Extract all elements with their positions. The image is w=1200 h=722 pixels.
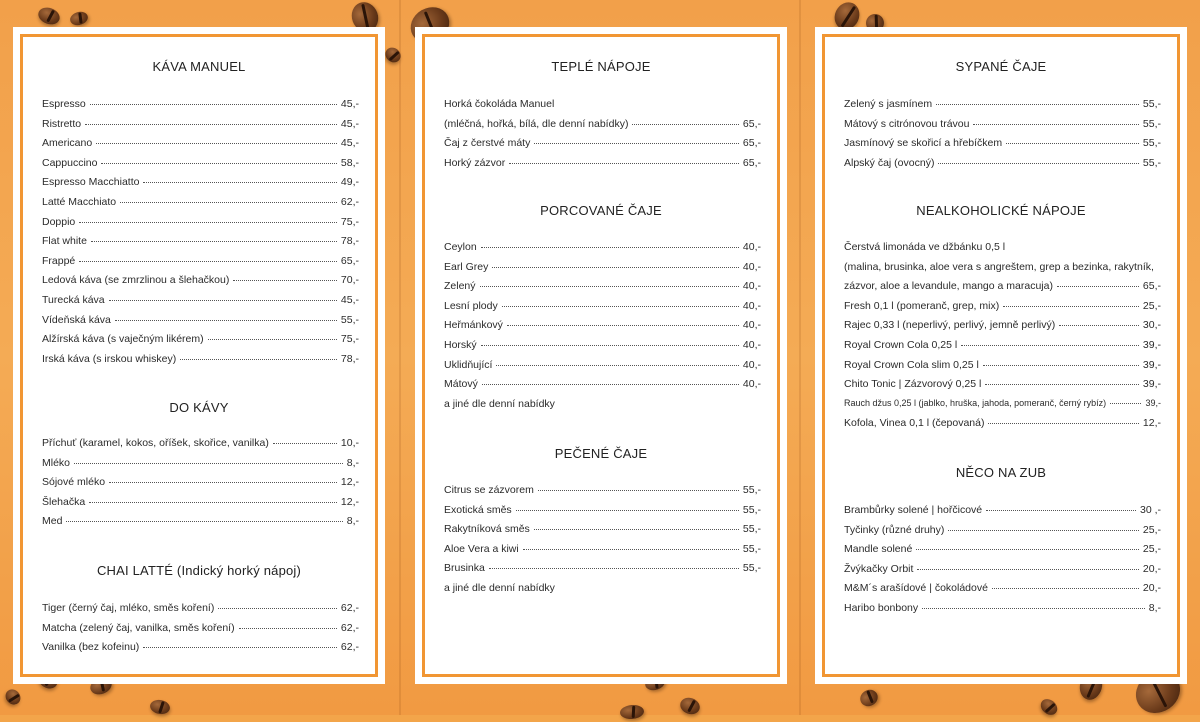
dot-leader bbox=[507, 325, 739, 326]
menu-item-price: 45,- bbox=[340, 117, 359, 130]
menu-item-name: Mátový s citrónovou trávou bbox=[844, 117, 970, 130]
dot-leader bbox=[239, 628, 337, 629]
menu-item-price: 58,- bbox=[340, 156, 359, 169]
menu-item bbox=[42, 602, 359, 616]
menu-item-name: Žvýkačky Orbit bbox=[844, 562, 914, 575]
menu-item-name: Americano bbox=[42, 137, 93, 150]
menu-item-name: Latté Macchiato bbox=[42, 196, 117, 208]
dot-leader bbox=[143, 182, 336, 183]
menu-item-price: 40,- bbox=[742, 319, 761, 332]
menu-item bbox=[844, 417, 1161, 431]
menu-item bbox=[42, 333, 359, 347]
menu-item-price: 75,- bbox=[340, 333, 359, 346]
dot-leader bbox=[922, 608, 1145, 609]
menu-item-name: Turecká káva bbox=[42, 294, 105, 306]
menu-item-name: Cappuccino bbox=[42, 156, 98, 169]
menu-item bbox=[844, 582, 1161, 596]
section-title: KÁVA MANUEL bbox=[152, 59, 246, 74]
dot-leader bbox=[91, 241, 337, 242]
menu-item-price: 39,- bbox=[1142, 378, 1161, 391]
menu-item-price: 12,- bbox=[340, 495, 359, 508]
section-title: PORCOVANÉ ČAJE bbox=[540, 203, 662, 218]
dot-leader bbox=[538, 490, 739, 491]
menu-item-price: 40,- bbox=[742, 299, 761, 312]
dot-leader bbox=[273, 443, 337, 444]
menu-item-name: Haribo bonbony bbox=[844, 602, 919, 614]
menu-item bbox=[844, 563, 1161, 577]
menu-item bbox=[844, 137, 1161, 151]
menu-item-name: Espresso Macchiatto bbox=[42, 176, 140, 189]
menu-item-price: 55,- bbox=[1142, 117, 1161, 130]
dot-leader bbox=[89, 502, 337, 503]
menu-item bbox=[444, 504, 761, 518]
dot-leader bbox=[1057, 286, 1139, 287]
dot-leader bbox=[218, 608, 337, 609]
menu-item bbox=[844, 280, 1161, 294]
menu-item bbox=[42, 274, 359, 288]
menu-item bbox=[42, 98, 359, 112]
dot-leader bbox=[481, 247, 739, 248]
menu-item bbox=[42, 496, 359, 510]
menu-item bbox=[42, 515, 359, 529]
dot-leader bbox=[96, 143, 337, 144]
dot-leader bbox=[180, 359, 337, 360]
menu-item-name: Zelený bbox=[444, 280, 476, 293]
menu-item-name: Ristretto bbox=[42, 117, 82, 130]
dot-leader bbox=[208, 339, 337, 340]
menu-item-name: Jasmínový se skořicí a hřebíčkem bbox=[844, 137, 1003, 150]
menu-item-price: 62,- bbox=[340, 641, 359, 654]
menu-item-name: Zelený s jasmínem bbox=[844, 98, 933, 110]
menu-item bbox=[444, 137, 761, 151]
menu-item-price: 75,- bbox=[340, 215, 359, 228]
menu-item bbox=[844, 398, 1161, 412]
menu-item-name: Alpský čaj (ovocný) bbox=[844, 156, 935, 169]
menu-item-name: Čaj z čerstvé máty bbox=[444, 137, 531, 150]
dot-leader bbox=[79, 222, 337, 223]
menu-item-name: Fresh 0,1 l (pomeranč, grep, mix) bbox=[844, 299, 1000, 312]
dot-leader bbox=[916, 549, 1139, 550]
menu-item-price: 8,- bbox=[346, 515, 359, 528]
menu-item-name: Tiger (černý čaj, mléko, směs koření) bbox=[42, 602, 215, 614]
dot-leader bbox=[480, 286, 739, 287]
menu-item-name: Brusinka bbox=[444, 562, 485, 575]
menu-item bbox=[844, 118, 1161, 132]
menu-item-price: 55,- bbox=[742, 562, 761, 575]
menu-item-price: 30,- bbox=[1142, 319, 1161, 332]
dot-leader bbox=[109, 300, 337, 301]
menu-item bbox=[844, 359, 1161, 373]
menu-item-price: 55,- bbox=[340, 313, 359, 326]
menu-item bbox=[42, 255, 359, 269]
menu-item bbox=[844, 319, 1161, 333]
menu-item-price: 78,- bbox=[340, 352, 359, 365]
menu-item-price: 40,- bbox=[742, 339, 761, 351]
menu-item-price: 40,- bbox=[742, 378, 761, 391]
menu-card-hot-drinks bbox=[422, 34, 780, 677]
dot-leader bbox=[233, 280, 337, 281]
menu-item-name: M&M´s arašídové | čokoládové bbox=[844, 582, 988, 595]
dot-leader bbox=[143, 647, 337, 648]
menu-item-name: (mléčná, hořká, bílá, dle denní nabídky) bbox=[444, 117, 629, 130]
menu-item-name: Earl Grey bbox=[444, 260, 489, 273]
menu-item bbox=[844, 602, 1161, 616]
menu-item bbox=[42, 314, 359, 328]
dot-leader bbox=[79, 261, 337, 262]
menu-item bbox=[844, 543, 1161, 557]
menu-item-name: Uklidňující bbox=[444, 358, 493, 371]
menu-item bbox=[844, 98, 1161, 112]
menu-item bbox=[444, 261, 761, 275]
menu-item-price: 12,- bbox=[340, 476, 359, 489]
menu-item-price: 25,- bbox=[1142, 543, 1161, 556]
menu-item bbox=[42, 176, 359, 190]
dot-leader bbox=[509, 163, 739, 164]
section-title: PEČENÉ ČAJE bbox=[554, 446, 648, 461]
menu-item-name: Rajec 0,33 l (neperlivý, perlivý, jemně perlivý) bbox=[844, 319, 1056, 332]
menu-item-price: 45,- bbox=[340, 294, 359, 306]
dot-leader bbox=[90, 104, 337, 105]
dot-leader bbox=[973, 124, 1138, 125]
menu-item-price: 40,- bbox=[742, 241, 761, 253]
menu-item bbox=[444, 543, 761, 557]
dot-leader bbox=[1110, 403, 1141, 404]
menu-item bbox=[444, 319, 761, 333]
menu-item-price: 40,- bbox=[742, 358, 761, 371]
menu-item-price: 65,- bbox=[340, 254, 359, 267]
menu-card-coffee bbox=[20, 34, 378, 677]
dot-leader bbox=[988, 423, 1138, 424]
menu-item-name: Mléko bbox=[42, 456, 71, 469]
menu-item-name: Exotická směs bbox=[444, 503, 512, 516]
menu-item bbox=[444, 562, 761, 576]
menu-item-price: 8,- bbox=[1148, 602, 1161, 614]
dot-leader bbox=[985, 384, 1139, 385]
menu-item-name: Doppio bbox=[42, 215, 76, 228]
menu-item-price: 70,- bbox=[340, 274, 359, 287]
menu-item-name: Royal Crown Cola 0,25 l bbox=[844, 339, 958, 351]
dot-leader bbox=[1059, 325, 1139, 326]
menu-item-price: 62,- bbox=[340, 602, 359, 614]
menu-item bbox=[444, 378, 761, 392]
dot-leader bbox=[632, 124, 738, 125]
menu-item-name: Ceylon bbox=[444, 241, 477, 253]
menu-item bbox=[42, 457, 359, 471]
dot-leader bbox=[492, 267, 739, 268]
menu-note: a jiné dle denní nabídky bbox=[444, 582, 555, 594]
dot-leader bbox=[917, 569, 1138, 570]
menu-item-price: 8,- bbox=[346, 456, 359, 469]
menu-item-name: Tyčinky (různé druhy) bbox=[844, 523, 945, 536]
menu-note: (malina, brusinka, aloe vera s angreštem, grep a bezinka, rakytník, bbox=[844, 260, 1154, 273]
menu-item-price: 39,- bbox=[1142, 339, 1161, 351]
dot-leader bbox=[482, 384, 739, 385]
menu-note: Horká čokoláda Manuel bbox=[444, 98, 555, 110]
menu-item-price: 30 ,- bbox=[1139, 504, 1161, 516]
section-title: NEALKOHOLICKÉ NÁPOJE bbox=[916, 203, 1086, 218]
menu-item-name: Brambůrky solené | hořčicové bbox=[844, 504, 983, 516]
menu-item-name: Heřmánkový bbox=[444, 319, 503, 332]
menu-item bbox=[444, 280, 761, 294]
menu-item-price: 55,- bbox=[1142, 98, 1161, 110]
menu-item-price: 78,- bbox=[340, 235, 359, 248]
menu-item-price: 12,- bbox=[1142, 417, 1161, 430]
menu-item-name: Flat white bbox=[42, 235, 87, 248]
dot-leader bbox=[496, 365, 738, 366]
menu-item bbox=[444, 157, 761, 171]
dot-leader bbox=[986, 510, 1136, 511]
dot-leader bbox=[534, 529, 739, 530]
menu-item-name: Ledová káva (se zmrzlinou a šlehačkou) bbox=[42, 274, 230, 287]
menu-item-price: 20,- bbox=[1142, 562, 1161, 575]
menu-item bbox=[42, 353, 359, 367]
menu-item-name: Příchuť (karamel, kokos, oříšek, skořice, vanilka) bbox=[42, 437, 269, 449]
coffee-bean-icon bbox=[619, 704, 644, 720]
dot-leader bbox=[481, 345, 739, 346]
dot-leader bbox=[85, 124, 337, 125]
menu-item bbox=[444, 523, 761, 537]
menu-item-price: 55,- bbox=[742, 503, 761, 516]
menu-item-name: Rauch džus 0,25 l (jablko, hruška, jahoda, pomeranč, černý rybíz) bbox=[844, 397, 1107, 408]
menu-item-price: 45,- bbox=[340, 137, 359, 150]
menu-item-price: 55,- bbox=[742, 484, 761, 496]
menu-item-name: Aloe Vera a kiwi bbox=[444, 542, 519, 555]
menu-item-name: Vanilka (bez kofeinu) bbox=[42, 641, 140, 654]
menu-item bbox=[444, 300, 761, 314]
fold-line bbox=[399, 0, 401, 715]
menu-item-name: Šlehačka bbox=[42, 495, 86, 508]
menu-item-name: zázvor, aloe a levandule, mango a maracuja) bbox=[844, 280, 1053, 293]
dot-leader bbox=[120, 202, 337, 203]
dot-leader bbox=[74, 463, 343, 464]
menu-item bbox=[42, 641, 359, 655]
menu-item-name: Alžírská káva (s vaječným likérem) bbox=[42, 333, 204, 346]
menu-item bbox=[42, 196, 359, 210]
menu-item bbox=[42, 476, 359, 490]
menu-item bbox=[844, 339, 1161, 353]
menu-item-price: 65,- bbox=[742, 137, 761, 150]
menu-item-price: 62,- bbox=[340, 196, 359, 208]
menu-item-price: 45,- bbox=[340, 98, 359, 110]
dot-leader bbox=[516, 510, 739, 511]
dot-leader bbox=[1003, 306, 1139, 307]
menu-item bbox=[42, 118, 359, 132]
fold-line bbox=[799, 0, 801, 715]
menu-item-price: 65,- bbox=[742, 117, 761, 130]
menu-item-name: Citrus se zázvorem bbox=[444, 484, 534, 496]
menu-item-name: Irská káva (s irskou whiskey) bbox=[42, 352, 177, 365]
menu-item-name: Kofola, Vinea 0,1 l (čepovaná) bbox=[844, 417, 985, 430]
menu-item-name: Espresso bbox=[42, 98, 86, 110]
menu-item-price: 10,- bbox=[340, 437, 359, 449]
dot-leader bbox=[109, 482, 337, 483]
menu-item-price: 39,- bbox=[1145, 397, 1161, 408]
menu-item bbox=[844, 157, 1161, 171]
menu-item-name: Chito Tonic | Zázvorový 0,25 l bbox=[844, 378, 982, 391]
dot-leader bbox=[489, 568, 739, 569]
menu-note: Čerstvá limonáda ve džbánku 0,5 l bbox=[844, 241, 1006, 253]
menu-item bbox=[444, 118, 761, 132]
menu-item bbox=[444, 241, 761, 255]
dot-leader bbox=[1006, 143, 1139, 144]
menu-item-name: Rakytníková směs bbox=[444, 523, 530, 536]
menu-item-price: 49,- bbox=[340, 176, 359, 189]
menu-item bbox=[42, 216, 359, 230]
menu-item-name: Vídeňská káva bbox=[42, 313, 111, 326]
menu-item-price: 65,- bbox=[742, 156, 761, 169]
menu-item bbox=[844, 378, 1161, 392]
menu-item-name: Med bbox=[42, 515, 63, 528]
section-title: NĚCO NA ZUB bbox=[955, 465, 1047, 480]
menu-item-name: Lesní plody bbox=[444, 299, 498, 312]
menu-item-price: 65,- bbox=[1142, 280, 1161, 293]
section-title: DO KÁVY bbox=[169, 400, 229, 415]
menu-item bbox=[444, 359, 761, 373]
menu-item-name: Mátový bbox=[444, 378, 478, 391]
menu-item bbox=[42, 235, 359, 249]
menu-item-name: Frappé bbox=[42, 254, 76, 267]
menu-item-price: 40,- bbox=[742, 280, 761, 293]
menu-item-price: 20,- bbox=[1142, 582, 1161, 595]
dot-leader bbox=[534, 143, 739, 144]
section-title: TEPLÉ NÁPOJE bbox=[551, 59, 651, 74]
menu-note: a jiné dle denní nabídky bbox=[444, 397, 555, 410]
menu-item-price: 55,- bbox=[1142, 137, 1161, 150]
menu-item-price: 55,- bbox=[742, 542, 761, 555]
menu-item-name: Mandle solené bbox=[844, 543, 913, 556]
menu-item-price: 62,- bbox=[340, 621, 359, 634]
menu-item bbox=[844, 524, 1161, 538]
menu-item bbox=[444, 484, 761, 498]
dot-leader bbox=[101, 163, 336, 164]
menu-card-soft-drinks bbox=[822, 34, 1180, 677]
dot-leader bbox=[948, 530, 1139, 531]
menu-item-price: 55,- bbox=[742, 523, 761, 536]
menu-item-name: Horský bbox=[444, 339, 477, 351]
menu-item-price: 25,- bbox=[1142, 299, 1161, 312]
menu-item bbox=[42, 294, 359, 308]
dot-leader bbox=[115, 320, 337, 321]
menu-item bbox=[444, 339, 761, 353]
dot-leader bbox=[961, 345, 1139, 346]
menu-item bbox=[42, 137, 359, 151]
menu-item-name: Horký zázvor bbox=[444, 156, 506, 169]
menu-item bbox=[42, 437, 359, 451]
menu-item-price: 25,- bbox=[1142, 523, 1161, 536]
dot-leader bbox=[523, 549, 739, 550]
menu-item bbox=[844, 300, 1161, 314]
menu-item-name: Matcha (zelený čaj, vanilka, směs koření) bbox=[42, 621, 235, 634]
menu-item bbox=[42, 622, 359, 636]
section-title: SYPANÉ ČAJE bbox=[955, 59, 1047, 74]
menu-item-name: Royal Crown Cola slim 0,25 l bbox=[844, 358, 979, 371]
menu-item bbox=[42, 157, 359, 171]
dot-leader bbox=[992, 588, 1139, 589]
menu-item-price: 40,- bbox=[742, 260, 761, 273]
dot-leader bbox=[502, 306, 739, 307]
menu-item-price: 55,- bbox=[1142, 156, 1161, 169]
dot-leader bbox=[936, 104, 1139, 105]
menu-item-price: 39,- bbox=[1142, 358, 1161, 371]
dot-leader bbox=[938, 163, 1138, 164]
dot-leader bbox=[983, 365, 1139, 366]
menu-item-name: Sójové mléko bbox=[42, 476, 106, 489]
section-title: CHAI LATTÉ (Indický horký nápoj) bbox=[96, 563, 302, 578]
menu-item bbox=[844, 504, 1161, 518]
dot-leader bbox=[66, 521, 342, 522]
